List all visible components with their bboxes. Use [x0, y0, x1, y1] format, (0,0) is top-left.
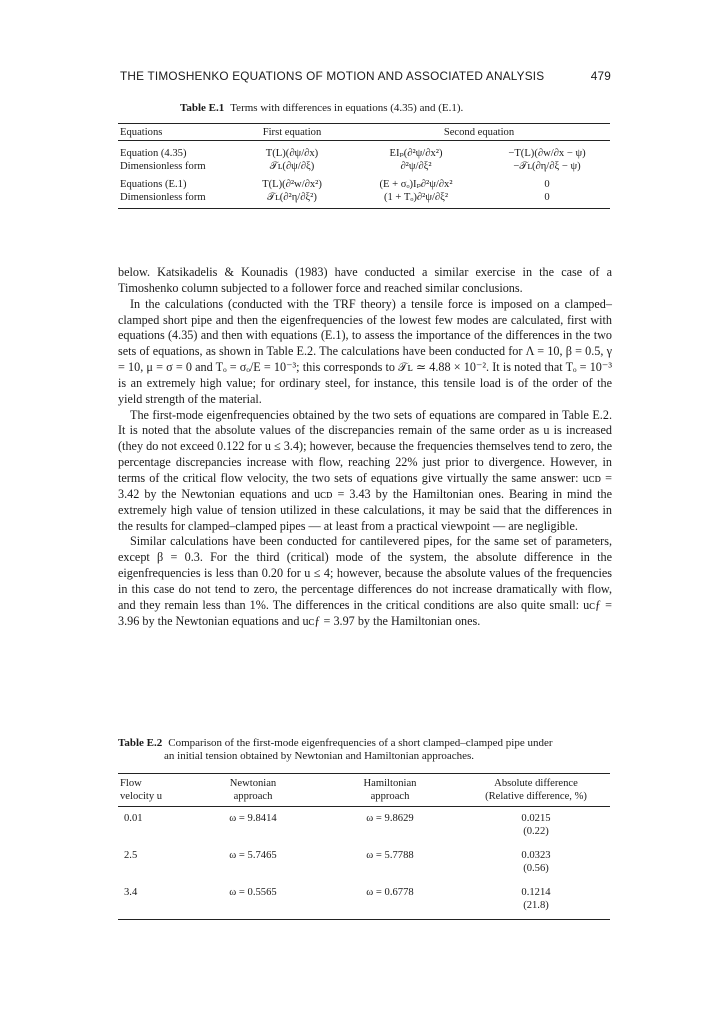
table-e2-header-flow [118, 774, 188, 807]
table-cell: 0.01 [124, 813, 143, 824]
table-cell: EIₚ(∂²ψ/∂x²) [389, 148, 443, 159]
table-e1-caption-text: Terms with differences in equations (4.35) and (E.1). [230, 102, 464, 114]
table-e1 [118, 123, 610, 209]
header-line: approach [233, 790, 273, 802]
running-head-title: THE TIMOSHENKO EQUATIONS OF MOTION AND ASSOCIATED ANALYSIS [120, 69, 545, 83]
table-cell: 0.1214 [521, 887, 551, 898]
table-row [118, 899, 610, 920]
table-e1-caption [180, 102, 463, 115]
table-cell: Dimensionless form [118, 191, 236, 209]
header-line: Newtonian [229, 778, 277, 789]
table-e2-header-hamiltonian [318, 774, 462, 807]
table-e2-caption-line2: an initial tension obtained by Newtonian and Hamiltonian approaches. [164, 750, 475, 762]
table-cell: Equations (E.1) [120, 179, 187, 190]
table-cell: ω = 9.8414 [229, 813, 277, 824]
header-line: Hamiltonian [363, 778, 417, 789]
paragraph: below. Katsikadelis & Kounadis (1983) have conducted a similar exercise in the case of a Timoshenko column subjected to a follower force and reached similar conclusions. [118, 265, 612, 295]
table-cell: 2.5 [124, 850, 138, 861]
table-cell: 𝒯ʟ(∂²η/∂ξ²) [236, 191, 348, 209]
table-cell: ω = 0.5565 [229, 887, 277, 898]
table-cell: 0 [484, 191, 610, 209]
header-line: approach [370, 790, 410, 802]
table-row [118, 160, 610, 173]
table-e1-label: Table E.1 [180, 102, 225, 114]
table-cell: T(L)(∂ψ/∂x) [265, 148, 319, 159]
table-cell: 3.4 [124, 887, 138, 898]
table-cell: ω = 0.6778 [366, 887, 414, 898]
table-e2-header-newtonian [188, 774, 318, 807]
table-e1-header-second: Second equation [348, 124, 610, 141]
body-text [118, 265, 612, 629]
table-e1-header-equations: Equations [118, 124, 236, 141]
table-cell: −T(L)(∂w/∂x − ψ) [508, 148, 586, 159]
table-row [118, 807, 610, 826]
header-line: (Relative difference, %) [485, 790, 587, 802]
table-row [118, 825, 610, 844]
table-row [118, 141, 610, 161]
table-e2-label: Table E.2 [118, 737, 163, 749]
table-e2-caption-line1: Comparison of the first-mode eigenfrequencies of a short clamped–clamped pipe under [168, 737, 553, 749]
table-cell: (0.56) [523, 863, 549, 874]
header-line: Absolute difference [494, 778, 578, 789]
table-row [118, 862, 610, 881]
table-row [118, 191, 610, 209]
table-cell: 0.0323 [521, 850, 551, 861]
table-cell: (1 + Tₒ)∂²ψ/∂ξ² [348, 191, 484, 209]
table-cell: 0 [544, 179, 550, 190]
table-row [118, 173, 610, 191]
table-e2 [118, 773, 610, 920]
table-cell: Equation (4.35) [120, 148, 187, 159]
paragraph: Similar calculations have been conducted for cantilevered pipes, for the same set of parameters, except β = 0.3. For the third (critical) mode of the system, the absolute difference in the eigenfrequencies is less than 0.20 for u ≤ 4; however, because the absolute values of the frequencies in this case do not tend to zero, the percentage differences do not increase dramatically with flow, and they remain less than 1%. The differences in the critical conditions are also quite small: uᴄƒ = 3.96 by the Newtonian equations and uᴄƒ = 3.97 by the Hamiltonian ones. [118, 534, 612, 628]
table-e1-header-first: First equation [236, 124, 348, 141]
table-cell: (21.8) [462, 899, 610, 920]
table-e2-header-difference [462, 774, 610, 807]
header-line: Flow [120, 778, 142, 789]
paragraph: In the calculations (conducted with the TRF theory) a tensile force is imposed on a clamped–clamped short pipe and then the eigenfrequencies of the lowest few modes are calculated, first with equations (4.35) and then with equations (E.1), to assess the importance of the differences in the two sets of equations, as shown in Table E.2. The calculations have been conducted for Λ = 10, β = 0.5, γ = 10, μ = σ = 0 and Tₒ = σₒ/E = 10⁻³; this corresponds to 𝒯ʟ ≃ 4.88 × 10⁻². It is noted that Tₒ = 10⁻³ is an extremely high value; for ordinary steel, for instance, this tensile load is of the order of the yield strength of the material. [118, 296, 612, 406]
table-row [118, 844, 610, 862]
table-cell: 0.0215 [521, 813, 551, 824]
table-cell: −𝒯ʟ(∂η/∂ξ − ψ) [513, 161, 581, 172]
table-cell: (0.22) [523, 826, 549, 837]
table-e2-caption [118, 737, 612, 763]
table-cell: T(L)(∂²w/∂x²) [262, 179, 322, 190]
table-cell: (E + σₒ)Iₚ∂²ψ/∂x² [379, 179, 453, 190]
table-cell: ω = 5.7465 [229, 850, 277, 861]
header-line: velocity u [120, 790, 163, 802]
table-cell: 𝒯ʟ(∂ψ/∂ξ) [269, 161, 315, 172]
page-number: 479 [590, 69, 611, 83]
table-e1-header-row [118, 124, 610, 141]
table-row [118, 881, 610, 899]
table-cell: ω = 9.8629 [366, 813, 414, 824]
table-cell: Dimensionless form [120, 161, 206, 172]
table-e2-header-row [118, 774, 610, 807]
table-cell: ∂²ψ/∂ξ² [400, 161, 432, 172]
paragraph: The first-mode eigenfrequencies obtained by the two sets of equations are compared in Table E.2. It is noted that the absolute values of the discrepancies remain of the same order as u is increased (they do not exceed 0.122 for u ≤ 3.4); however, because the frequencies themselves tend to zero, the percentage discrepancies increase with flow, reaching 22% just prior to divergence. However, in terms of the critical flow velocity, the two sets of equations give virtually the same answer: uᴄᴅ = 3.42 by the Newtonian equations and uᴄᴅ = 3.43 by the Hamiltonian ones. Bearing in mind the extremely high value of tension utilized in these calculations, it may be said that the differences in the results for clamped–clamped pipes — at least from a practical viewpoint — are negligible. [118, 407, 612, 533]
running-head [120, 69, 611, 84]
table-cell: ω = 5.7788 [366, 850, 414, 861]
